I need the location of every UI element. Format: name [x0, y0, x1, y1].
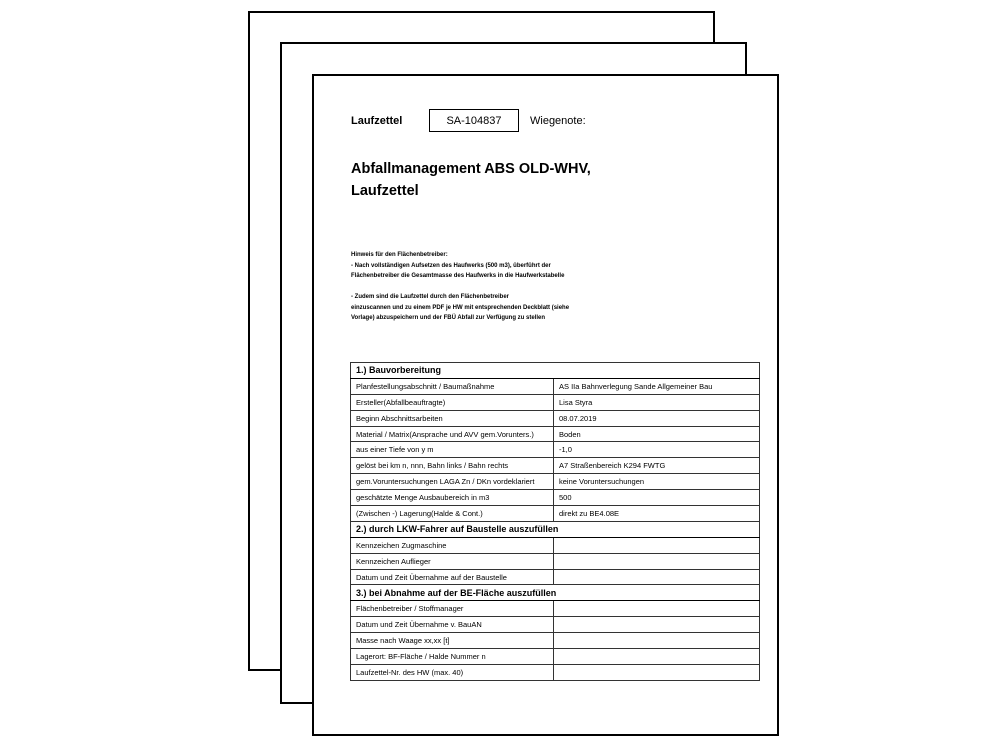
wiegenote-label: Wiegenote: [530, 115, 586, 127]
notes-line: Vorlage) abzuspeichern und der FBÜ Abfall zur Verfügung zu stellen [351, 315, 546, 321]
row-label: (Zwischen -) Lagerung(Halde & Cont.) [351, 506, 554, 522]
document-id-box [429, 109, 519, 132]
table-row [351, 649, 760, 665]
section-title-be-flaeche: 3.) bei Abnahme auf der BE-Fläche auszufüllen [351, 585, 760, 601]
row-label: Kennzeichen Zugmaschine [351, 537, 554, 553]
row-value [554, 537, 760, 553]
section-header [351, 521, 760, 537]
notes-line: Flächenbetreiber die Gesamtmasse des Haufwerks in die Haufwerkstabelle [351, 273, 565, 279]
table-row [351, 490, 760, 506]
table-row [351, 394, 760, 410]
front-page-sheet [312, 74, 779, 736]
document-title [351, 158, 591, 202]
row-value [554, 649, 760, 665]
table-row [351, 506, 760, 522]
row-value: Lisa Styra [554, 394, 760, 410]
table-row [351, 474, 760, 490]
section-title-lkw-fahrer: 2.) durch LKW-Fahrer auf Baustelle auszufüllen [351, 521, 760, 537]
row-value: A7 Straßenbereich K294 FWTG [554, 458, 760, 474]
row-label: Ersteller(Abfallbeauftragte) [351, 394, 554, 410]
row-value: keine Voruntersuchungen [554, 474, 760, 490]
row-value: 08.07.2019 [554, 410, 760, 426]
table-row [351, 442, 760, 458]
row-value: -1,0 [554, 442, 760, 458]
row-label: gem.Voruntersuchungen LAGA Zn / DKn vordeklariert [351, 474, 554, 490]
notes-heading: Hinweis für den Flächenbetreiber: [351, 252, 448, 258]
row-label: Kennzeichen Auflieger [351, 553, 554, 569]
notes-line: - Nach vollständigen Aufsetzen des Haufwerks (500 m3), überführt der [351, 262, 551, 269]
laufzettel-form-table [350, 362, 760, 681]
row-label: Masse nach Waage xx,xx [t] [351, 633, 554, 649]
row-label: Beginn Abschnittsarbeiten [351, 410, 554, 426]
table-row [351, 664, 760, 680]
row-value [554, 569, 760, 585]
table-row [351, 617, 760, 633]
laufzettel-label: Laufzettel [351, 115, 403, 127]
table-row [351, 426, 760, 442]
operator-notes [351, 250, 651, 324]
table-row [351, 410, 760, 426]
row-label: Datum und Zeit Übernahme v. BauAN [351, 617, 554, 633]
row-value [554, 664, 760, 680]
table-row [351, 458, 760, 474]
section-title-bauvorbereitung: 1.) Bauvorbereitung [351, 363, 760, 379]
title-line-1: Abfallmanagement ABS OLD-WHV, [351, 161, 591, 177]
notes-line: - Zudem sind die Laufzettel durch den Flächenbetreiber [351, 294, 510, 300]
row-value: 500 [554, 490, 760, 506]
row-value: Boden [554, 426, 760, 442]
row-label: Material / Matrix(Ansprache und AVV gem.Vorunters.) [351, 426, 554, 442]
table-row [351, 537, 760, 553]
table-row [351, 633, 760, 649]
row-label: Datum und Zeit Übernahme auf der Baustelle [351, 569, 554, 585]
table-row [351, 378, 760, 394]
table-row [351, 601, 760, 617]
row-value [554, 633, 760, 649]
table-row [351, 553, 760, 569]
row-value [554, 617, 760, 633]
notes-line: einzuscannen und zu einem PDF je HW mit entsprechenden Deckblatt (siehe [351, 304, 570, 311]
row-label: Lagerort: BF-Fläche / Halde Nummer n [351, 649, 554, 665]
title-line-2: Laufzettel [351, 183, 419, 199]
row-value: AS IIa Bahnverlegung Sande Allgemeiner Bau [554, 378, 760, 394]
document-id: SA-104837 [446, 114, 502, 127]
row-label: Laufzettel-Nr. des HW (max. 40) [351, 664, 554, 680]
row-label: gelöst bei km n, nnn, Bahn links / Bahn rechts [351, 458, 554, 474]
row-label: aus einer Tiefe von y m [351, 442, 554, 458]
row-value [554, 553, 760, 569]
row-label: Planfestellungsabschnitt / Baumaßnahme [351, 378, 554, 394]
section-header [351, 585, 760, 601]
table-row [351, 569, 760, 585]
row-value [554, 601, 760, 617]
row-label: Flächenbetreiber / Stoffmanager [351, 601, 554, 617]
section-header [351, 363, 760, 379]
row-label: geschätzte Menge Ausbaubereich in m3 [351, 490, 554, 506]
row-value: direkt zu BE4.08E [554, 506, 760, 522]
